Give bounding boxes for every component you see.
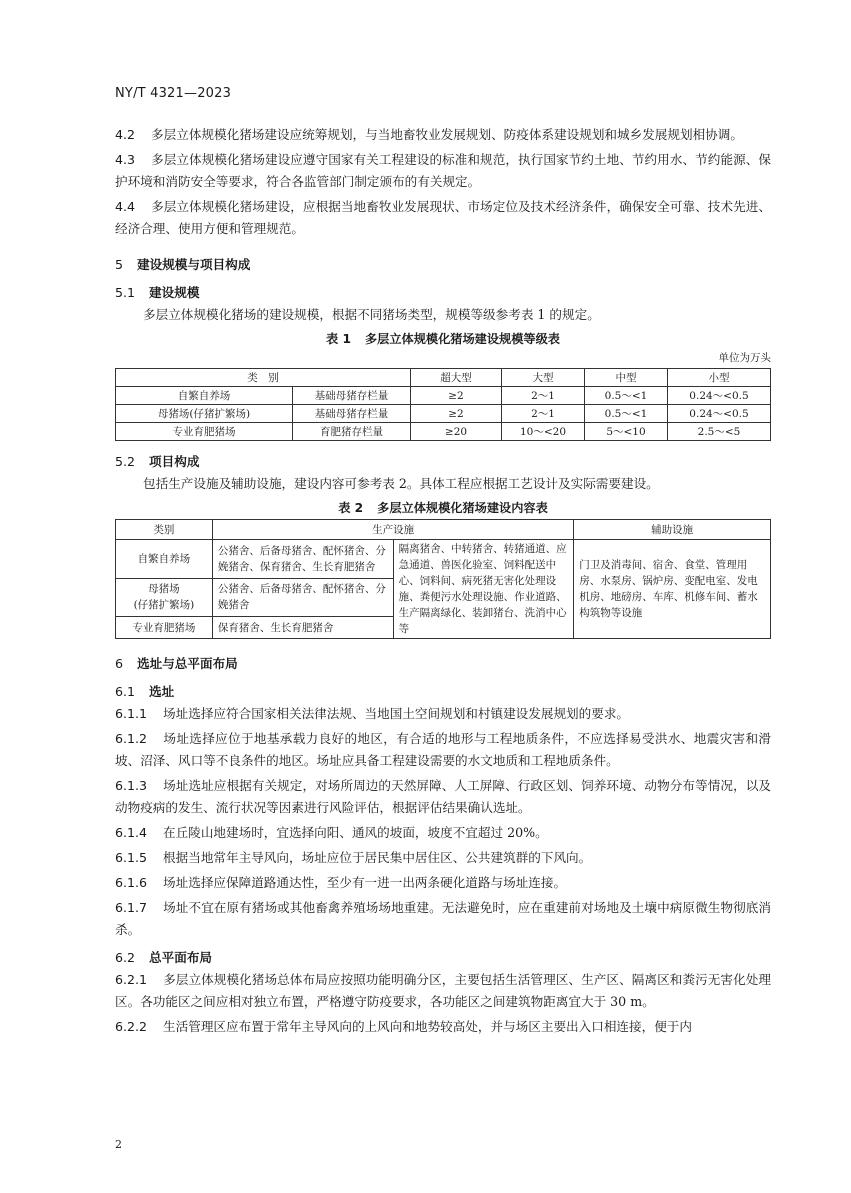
table-header-row — [116, 520, 771, 540]
clause-6-1-5: 6.1.5 根据当地常年主导风向，场址应位于居民集中居住区、公共建筑群的下风向。 — [115, 850, 592, 865]
header-large: 大型 — [502, 369, 585, 387]
table-cell: ≥20 — [411, 423, 502, 441]
clause-6-1-2: 6.1.2 场址选择应位于地基承载力良好的地区，有合适的地形与工程地质条件，不应选择易受洪水、地震灾害和滑坡、沼泽、风口等不良条件的地区。场址应具备工程建设需要的水文地质和工程地质条件。 — [115, 731, 771, 768]
table-header-row — [116, 369, 771, 387]
table-cell: 5～<10 — [585, 423, 668, 441]
table-cell: 自繁自养场 — [116, 387, 293, 405]
clause-4-3: 4.3 多层立体规模化猪场建设应遵守国家有关工程建设的标准和规范，执行国家节约土地、节约用水、节约能源、保护环境和消防安全等要求，符合各监管部门制定颁布的有关规定。 — [115, 152, 771, 189]
clause-6-1-4: 6.1.4 在丘陵山地建场时，宜选择向阳、通风的坡面，坡度不宜超过 20%。 — [115, 825, 548, 840]
section-5-2-text: 包括生产设施及辅助设施，建设内容可参考表 2。具体工程应根据工艺设计及实际需要建设。 — [143, 476, 659, 491]
clause-4-2: 4.2 多层立体规模化猪场建设应统筹规划，与当地畜牧业发展规划、防疫体系建设规划和城乡发展规划相协调。 — [115, 127, 743, 142]
clause-6-1-6: 6.1.6 场址选择应保障道路通达性，至少有一进一出两条硬化道路与场址连接。 — [115, 875, 567, 890]
standard-number: NY/T 4321—2023 — [115, 86, 232, 101]
table-cell: ≥2 — [411, 387, 502, 405]
clause-6-1-7: 6.1.7 场址不宜在原有猪场或其他畜禽养殖场场地重建。无法避免时，应在重建前对场地及土壤中病原微生物彻底消杀。 — [115, 900, 771, 937]
header-extra-large: 超大型 — [411, 369, 502, 387]
table-cell: 专业育肥猪场 — [116, 617, 213, 639]
section-6-1-heading: 6.1 选址 — [115, 684, 175, 699]
table-cell: 10～<20 — [502, 423, 585, 441]
table-row — [116, 405, 771, 423]
table-2-caption: 表 2 多层立体规模化猪场建设内容表 — [338, 501, 548, 515]
table-cell: 2～1 — [502, 405, 585, 423]
header-category: 类别 — [116, 520, 213, 540]
table-cell: 公猪舍、后备母猪舍、配怀猪舍、分娩猪舍 — [212, 578, 393, 617]
table-cell: 基础母猪存栏量 — [293, 405, 411, 423]
section-5-2-heading: 5.2 项目构成 — [115, 454, 200, 469]
header-category: 类 别 — [116, 369, 411, 387]
page-content — [115, 124, 771, 1041]
page-number: 2 — [115, 1138, 122, 1151]
table-cell: 自繁自养场 — [116, 540, 213, 579]
table-1 — [115, 368, 771, 441]
table-cell: 0.5～<1 — [585, 387, 668, 405]
section-5-heading: 5 建设规模与项目构成 — [115, 257, 251, 272]
header-medium: 中型 — [585, 369, 668, 387]
table-cell: 保育猪舍、生长育肥猪舍 — [212, 617, 393, 639]
table-cell: 专业育肥猪场 — [116, 423, 293, 441]
table-cell: 母猪场 (仔猪扩繁场) — [116, 578, 213, 617]
section-6-2-heading: 6.2 总平面布局 — [115, 950, 212, 965]
table-cell: 育肥猪存栏量 — [293, 423, 411, 441]
table-1-caption: 表 1 多层立体规模化猪场建设规模等级表 — [326, 332, 560, 346]
table-2 — [115, 519, 771, 639]
table-cell: ≥2 — [411, 405, 502, 423]
clause-6-2-1: 6.2.1 多层立体规模化猪场总体布局应按照功能明确分区，主要包括生活管理区、生产区、隔离区和粪污无害化处理区。各功能区之间应相对独立布置，严格遵守防疫要求，各功能区之间建筑物距离宜大于 30 m。 — [115, 972, 771, 1009]
clause-6-2-2: 6.2.2 生活管理区应布置于常年主导风向的上风向和地势较高处，并与场区主要出入口相连接，便于内 — [115, 1019, 692, 1034]
header-production: 生产设施 — [212, 520, 573, 540]
table-row — [116, 387, 771, 405]
table-cell: 基础母猪存栏量 — [293, 387, 411, 405]
table-1-unit: 单位为万头 — [718, 352, 771, 364]
table-cell: 隔离猪舍、中转猪舍、转猪通道、应急通道、兽医化验室、饲料配送中心、饲料间、病死猪无害化处理设施、粪便污水处理设施、作业道路、生产隔离绿化、装卸猪台、洗消中心等 — [393, 540, 574, 639]
clause-4-4: 4.4 多层立体规模化猪场建设，应根据当地畜牧业发展现状、市场定位及技术经济条件，确保安全可靠、技术先进、经济合理、使用方便和管理规范。 — [115, 199, 771, 236]
section-5-1-text: 多层立体规模化猪场的建设规模，根据不同猪场类型，规模等级参考表 1 的规定。 — [143, 307, 600, 322]
table-cell: 0.24～<0.5 — [668, 405, 771, 423]
table-cell: 0.5～<1 — [585, 405, 668, 423]
table-cell: 0.24～<0.5 — [668, 387, 771, 405]
section-6-heading: 6 选址与总平面布局 — [115, 656, 238, 671]
section-5-1-heading: 5.1 建设规模 — [115, 285, 200, 300]
clause-6-1-3: 6.1.3 场址选址应根据有关规定，对场所周边的天然屏障、人工屏障、行政区划、饲养环境、动物分布等情况，以及动物疫病的发生、流行状况等因素进行风险评估，根据评估结果确认选址。 — [115, 778, 771, 815]
table-cell: 2.5～<5 — [668, 423, 771, 441]
clause-6-1-1: 6.1.1 场址选择应符合国家相关法律法规、当地国土空间规划和村镇建设发展规划的要求。 — [115, 706, 630, 721]
table-row — [116, 540, 771, 579]
table-cell: 母猪场(仔猪扩繁场) — [116, 405, 293, 423]
table-cell: 2～1 — [502, 387, 585, 405]
table-row — [116, 423, 771, 441]
header-small: 小型 — [668, 369, 771, 387]
table-cell: 门卫及消毒间、宿舍、食堂、管理用房、水泵房、锅炉房、变配电室、发电机房、地磅房、车库、机修车间、蓄水构筑物等设施 — [574, 540, 771, 639]
table-cell: 公猪舍、后备母猪舍、配怀猪舍、分娩猪舍、保育猪舍、生长育肥猪舍 — [212, 540, 393, 579]
header-auxiliary: 辅助设施 — [574, 520, 771, 540]
